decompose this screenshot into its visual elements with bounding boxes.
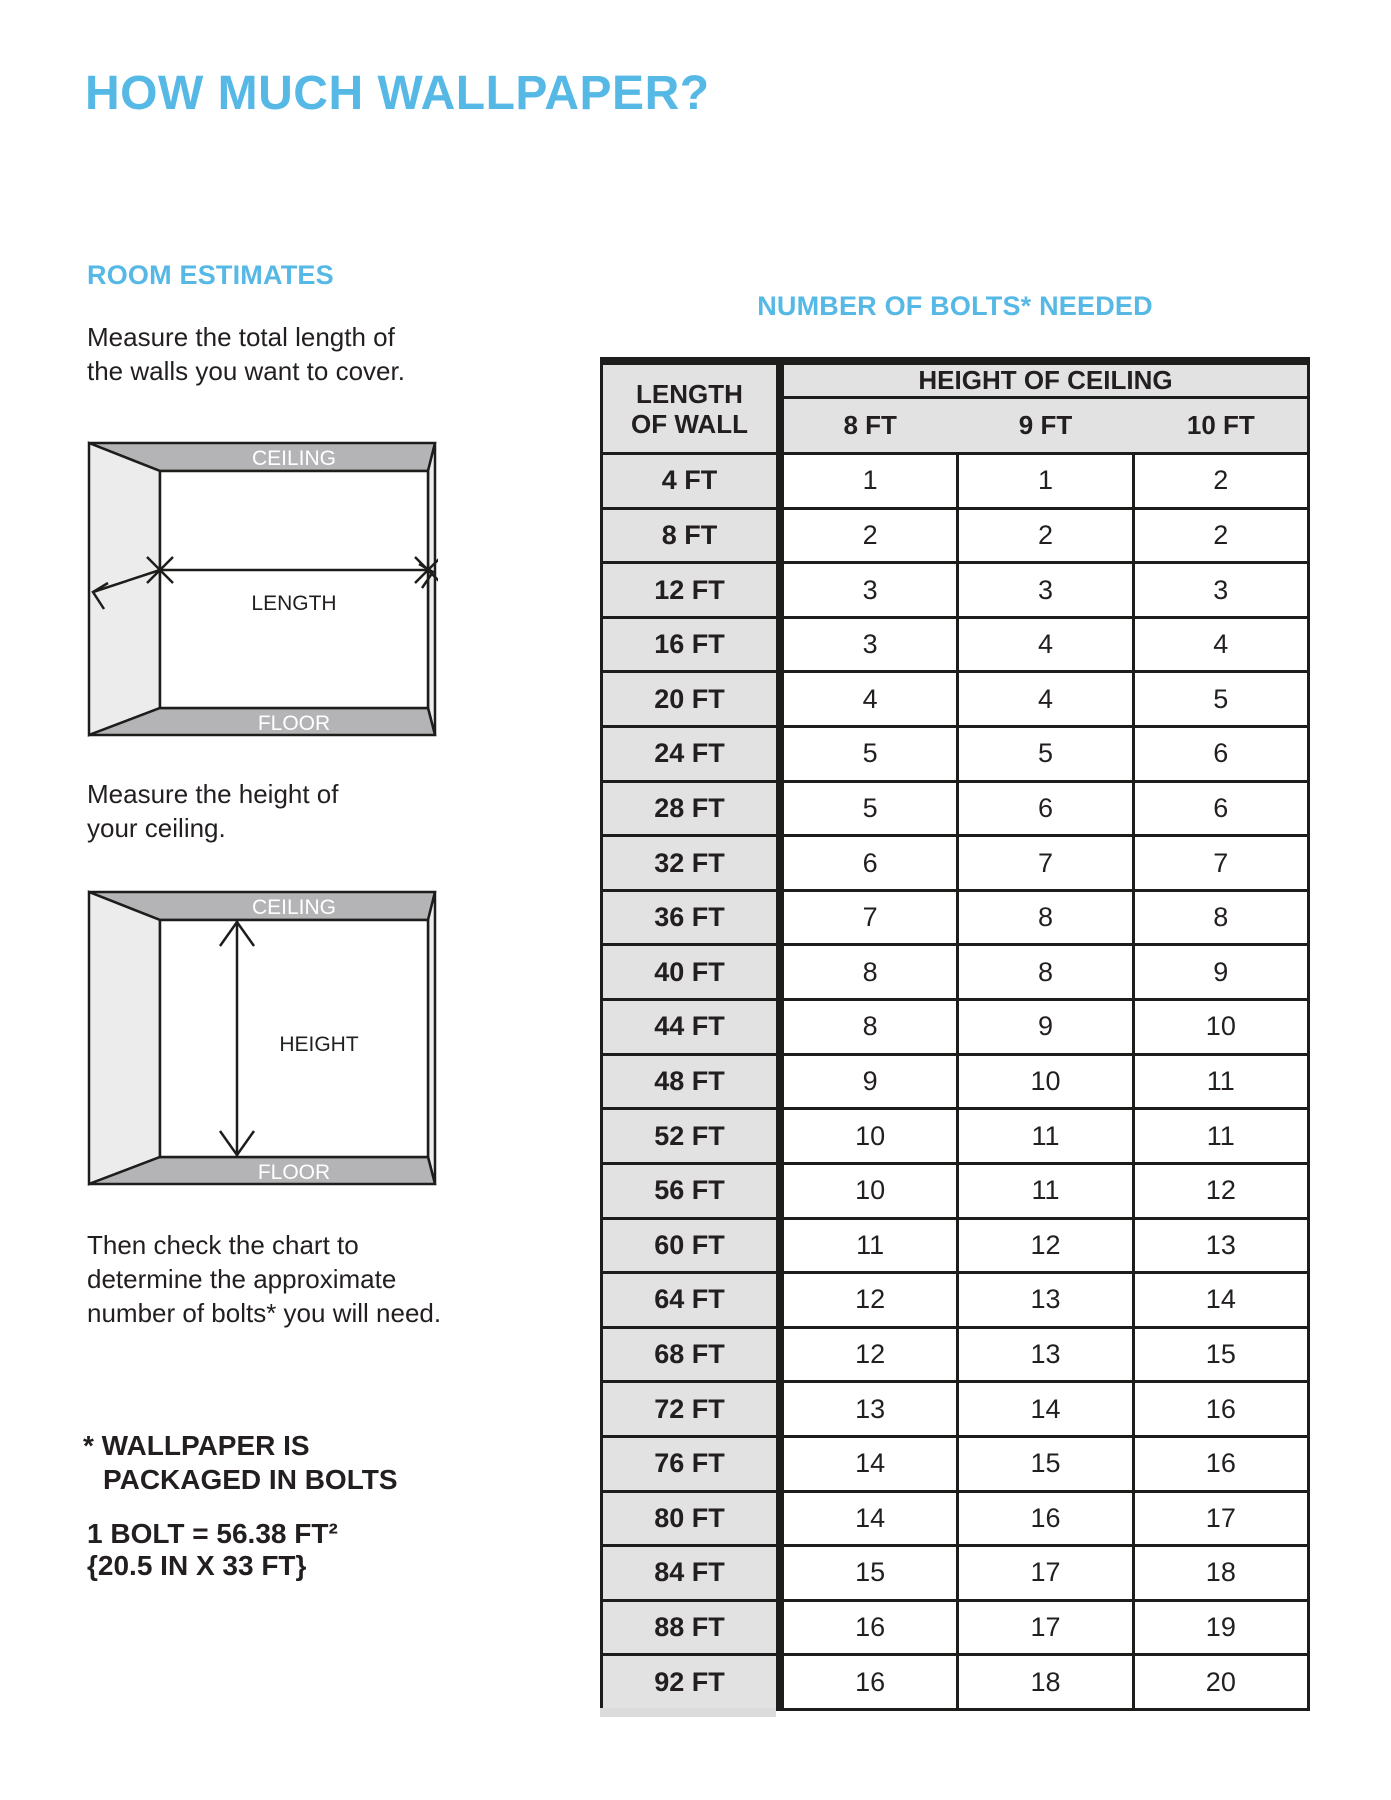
floor-label: FLOOR <box>257 712 331 735</box>
row-label: 8 FT <box>603 510 776 562</box>
height-label: HEIGHT <box>279 1033 359 1056</box>
bolt-count: 16 <box>1135 1383 1307 1435</box>
col-header-8ft: 8 FT <box>843 410 897 440</box>
bolt-count: 6 <box>1135 783 1307 835</box>
bolt-count: 4 <box>1135 619 1307 671</box>
table-row <box>603 1329 1307 1384</box>
row-label: 20 FT <box>603 673 776 725</box>
table-row <box>603 1547 1307 1602</box>
instruction-measure-height <box>87 777 339 845</box>
bolt-count: 17 <box>959 1547 1131 1599</box>
section-heading-room-estimates: ROOM ESTIMATES <box>87 260 334 290</box>
row-label: 60 FT <box>603 1220 776 1272</box>
ceiling-label: CEILING <box>251 896 337 919</box>
bolt-count: 13 <box>959 1274 1131 1326</box>
table-row <box>603 1656 1307 1711</box>
thick-column-divider <box>776 837 784 889</box>
footnote-line: * WALLPAPER IS <box>83 1430 310 1461</box>
table-row <box>603 728 1307 783</box>
row-label: 64 FT <box>603 1274 776 1326</box>
table-row <box>603 946 1307 1001</box>
thick-column-divider <box>776 673 784 725</box>
bolt-count: 10 <box>784 1165 956 1217</box>
table-header <box>600 365 1310 452</box>
bolt-count: 3 <box>784 564 956 616</box>
thick-column-divider <box>776 1110 784 1162</box>
bolt-count: 11 <box>784 1220 956 1272</box>
bolt-count: 12 <box>1135 1165 1307 1217</box>
thick-column-divider <box>776 1493 784 1545</box>
footnote-line: PACKAGED IN BOLTS <box>103 1464 398 1495</box>
section-heading-bolts-needed: NUMBER OF BOLTS* NEEDED <box>757 291 1153 321</box>
bolt-size-info <box>87 1518 338 1582</box>
bolt-count: 2 <box>1135 510 1307 562</box>
bolt-count: 8 <box>784 946 956 998</box>
bolt-count: 16 <box>784 1602 956 1654</box>
instruction-check-chart <box>87 1228 441 1330</box>
instruction-line: your ceiling. <box>87 813 226 843</box>
bolt-count: 6 <box>1135 728 1307 780</box>
row-label: 68 FT <box>603 1329 776 1381</box>
row-label: 56 FT <box>603 1165 776 1217</box>
bolt-count: 10 <box>1135 1001 1307 1053</box>
table-body <box>600 452 1310 1711</box>
thick-column-divider <box>776 1001 784 1053</box>
instruction-line: Then check the chart to <box>87 1230 359 1260</box>
bolts-needed-table <box>600 357 1310 1708</box>
bolt-count: 11 <box>959 1110 1131 1162</box>
floor-label: FLOOR <box>257 1161 331 1184</box>
bolt-count: 6 <box>959 783 1131 835</box>
bolt-count: 10 <box>784 1110 956 1162</box>
bolt-count: 3 <box>1135 564 1307 616</box>
row-label: 24 FT <box>603 728 776 780</box>
bolt-count: 15 <box>1135 1329 1307 1381</box>
thick-column-divider <box>776 455 784 507</box>
bolt-count: 14 <box>1135 1274 1307 1326</box>
bolt-count: 3 <box>784 619 956 671</box>
table-row <box>603 892 1307 947</box>
thick-column-divider <box>776 510 784 562</box>
bolt-count: 2 <box>959 510 1131 562</box>
table-row <box>603 1274 1307 1329</box>
row-label: 16 FT <box>603 619 776 671</box>
bolt-count: 13 <box>959 1329 1131 1381</box>
table-row <box>603 1438 1307 1493</box>
length-label: LENGTH <box>251 592 337 615</box>
thick-column-divider <box>776 365 784 452</box>
ceiling-label: CEILING <box>251 447 337 470</box>
bolt-count: 3 <box>959 564 1131 616</box>
height-of-ceiling-header: HEIGHT OF CEILING <box>784 365 1307 396</box>
table-row <box>603 783 1307 838</box>
bolt-count: 17 <box>1135 1493 1307 1545</box>
bolt-count: 13 <box>1135 1220 1307 1272</box>
table-row <box>603 1493 1307 1548</box>
bolt-count: 18 <box>1135 1547 1307 1599</box>
instruction-line: Measure the total length of <box>87 322 395 352</box>
bolt-count: 8 <box>959 892 1131 944</box>
thick-column-divider <box>776 1383 784 1435</box>
bolt-count: 9 <box>1135 946 1307 998</box>
ceiling-height-subheaders <box>784 399 1307 452</box>
thick-column-divider <box>776 946 784 998</box>
bolt-count: 9 <box>784 1056 956 1108</box>
col-header-10ft: 10 FT <box>1186 410 1255 440</box>
bolt-count: 1 <box>784 455 956 507</box>
table-row <box>603 1165 1307 1220</box>
room-height-diagram <box>86 889 438 1187</box>
length-of-wall-header <box>603 365 776 452</box>
bolt-count: 14 <box>959 1383 1131 1435</box>
instruction-line: the walls you want to cover. <box>87 356 405 386</box>
thick-column-divider <box>776 1220 784 1272</box>
bolt-count: 17 <box>959 1602 1131 1654</box>
col-header-9ft: 9 FT <box>1018 410 1073 440</box>
bolt-count: 7 <box>784 892 956 944</box>
table-top-border <box>600 357 1310 365</box>
table-row <box>603 1110 1307 1165</box>
bolt-count: 1 <box>959 455 1131 507</box>
table-row <box>603 510 1307 565</box>
bolt-count: 12 <box>784 1329 956 1381</box>
bolt-size-line: 1 BOLT = 56.38 FT² <box>87 1518 338 1549</box>
row-label: 76 FT <box>603 1438 776 1490</box>
row-label: 4 FT <box>603 455 776 507</box>
table-row <box>603 1383 1307 1438</box>
bolt-count: 12 <box>784 1274 956 1326</box>
bolt-count: 15 <box>959 1438 1131 1490</box>
header-line: LENGTH <box>636 378 743 409</box>
table-row <box>603 619 1307 674</box>
row-label: 80 FT <box>603 1493 776 1545</box>
bolt-count: 16 <box>784 1656 956 1708</box>
bolt-count: 5 <box>1135 673 1307 725</box>
bolt-count: 12 <box>959 1220 1131 1272</box>
row-label: 48 FT <box>603 1056 776 1108</box>
bolt-count: 8 <box>784 1001 956 1053</box>
bolt-count: 14 <box>784 1438 956 1490</box>
thick-column-divider <box>776 619 784 671</box>
instruction-measure-length <box>87 320 405 388</box>
row-label: 40 FT <box>603 946 776 998</box>
thick-column-divider <box>776 1602 784 1654</box>
bolt-count: 2 <box>1135 455 1307 507</box>
room-length-diagram <box>86 440 438 738</box>
bolt-count: 8 <box>1135 892 1307 944</box>
table-row <box>603 455 1307 510</box>
left-wall-panel <box>89 892 160 1184</box>
bolts-footnote <box>83 1429 398 1497</box>
table-row <box>603 1602 1307 1657</box>
bolt-count: 5 <box>784 783 956 835</box>
table-row <box>603 673 1307 728</box>
thick-column-divider <box>776 564 784 616</box>
instruction-line: number of bolts* you will need. <box>87 1298 442 1328</box>
row-label: 36 FT <box>603 892 776 944</box>
bolt-count: 9 <box>959 1001 1131 1053</box>
thick-column-divider <box>776 1165 784 1217</box>
bolt-count: 14 <box>784 1493 956 1545</box>
thick-column-divider <box>776 1547 784 1599</box>
thick-column-divider <box>776 1438 784 1490</box>
thick-column-divider <box>776 1056 784 1108</box>
row-label: 88 FT <box>603 1602 776 1654</box>
thick-column-divider <box>776 892 784 944</box>
thick-column-divider <box>776 1274 784 1326</box>
bolt-count: 13 <box>784 1383 956 1435</box>
bolt-size-line: {20.5 IN X 33 FT} <box>87 1550 307 1581</box>
bolt-count: 5 <box>784 728 956 780</box>
bolt-count: 15 <box>784 1547 956 1599</box>
table-bottom-shadow <box>600 1708 776 1717</box>
table-row <box>603 564 1307 619</box>
bolt-count: 8 <box>959 946 1131 998</box>
row-label: 12 FT <box>603 564 776 616</box>
table-row <box>603 837 1307 892</box>
row-label: 44 FT <box>603 1001 776 1053</box>
row-label: 32 FT <box>603 837 776 889</box>
bolt-count: 6 <box>784 837 956 889</box>
bolt-count: 7 <box>1135 837 1307 889</box>
bolt-count: 11 <box>959 1165 1131 1217</box>
bolt-count: 11 <box>1135 1056 1307 1108</box>
bolt-count: 2 <box>784 510 956 562</box>
bolt-count: 7 <box>959 837 1131 889</box>
header-line: OF WALL <box>631 408 748 439</box>
row-label: 72 FT <box>603 1383 776 1435</box>
instruction-line: determine the approximate <box>87 1264 397 1294</box>
page-title: HOW MUCH WALLPAPER? <box>85 67 710 120</box>
bolt-count: 16 <box>1135 1438 1307 1490</box>
row-label: 92 FT <box>603 1656 776 1708</box>
thick-column-divider <box>776 728 784 780</box>
bolt-count: 18 <box>959 1656 1131 1708</box>
bolt-count: 4 <box>959 619 1131 671</box>
bolt-count: 16 <box>959 1493 1131 1545</box>
row-label: 84 FT <box>603 1547 776 1599</box>
thick-column-divider <box>776 783 784 835</box>
bolt-count: 20 <box>1135 1656 1307 1708</box>
table-row <box>603 1001 1307 1056</box>
bolt-count: 11 <box>1135 1110 1307 1162</box>
instruction-line: Measure the height of <box>87 779 339 809</box>
row-label: 52 FT <box>603 1110 776 1162</box>
table-row <box>603 1056 1307 1111</box>
thick-column-divider <box>776 1329 784 1381</box>
table-row <box>603 1220 1307 1275</box>
bolt-count: 19 <box>1135 1602 1307 1654</box>
bolt-count: 5 <box>959 728 1131 780</box>
back-wall-panel <box>160 471 428 708</box>
thick-column-divider <box>776 1656 784 1708</box>
bolt-count: 10 <box>959 1056 1131 1108</box>
bolt-count: 4 <box>784 673 956 725</box>
row-label: 28 FT <box>603 783 776 835</box>
bolt-count: 4 <box>959 673 1131 725</box>
